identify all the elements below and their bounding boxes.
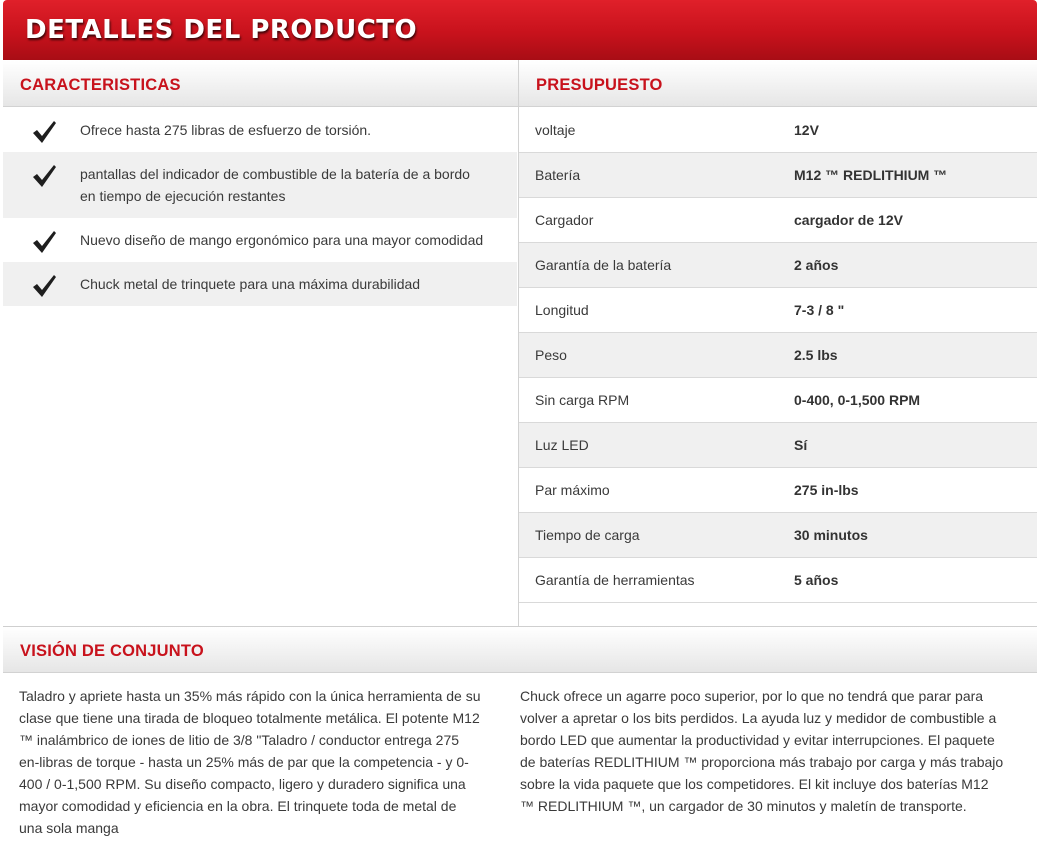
feature-text: pantallas del indicador de combustible de la batería de a bordo en tiempo de ejecución restantes xyxy=(80,166,470,204)
spec-label: Par máximo xyxy=(535,482,610,498)
overview-heading: VISIÓN DE CONJUNTO xyxy=(20,642,204,660)
feature-item xyxy=(3,262,517,306)
spec-row xyxy=(519,198,1037,243)
spec-value: 2 años xyxy=(794,257,839,273)
spec-value: 0-400, 0-1,500 RPM xyxy=(794,392,921,408)
spec-value: 30 minutos xyxy=(794,527,868,543)
spec-row xyxy=(519,468,1037,513)
spec-value: 5 años xyxy=(794,572,839,588)
feature-item xyxy=(3,218,517,262)
spec-row xyxy=(519,558,1037,603)
spec-row xyxy=(519,513,1037,558)
spec-label: Tiempo de carga xyxy=(535,527,640,543)
spec-value: 275 in-lbs xyxy=(794,482,859,498)
spec-row xyxy=(519,288,1037,333)
spec-label: Garantía de herramientas xyxy=(535,572,695,588)
overview-text-left: Taladro y apriete hasta un 35% más rápido con la única herramienta de su clase que tiene una tirada de bloqueo totalmente metálica. El potente M12 ™ inalámbrico de iones de litio de 3/8 "Taladro / conductor entrega 275 en-libras de torque - hasta un 25% más de par que la competencia - y 0- 400 / 0-1,500 RPM. Su diseño compacto, ligero y duradero significa una mayor comodidad y eficiencia en la obra. El trinquete toda de metal de una sola manga xyxy=(19,688,481,836)
spec-row xyxy=(519,333,1037,378)
spec-value: M12 ™ REDLITHIUM ™ xyxy=(794,167,948,183)
spec-row xyxy=(519,243,1037,288)
checkmark-icon xyxy=(31,230,57,254)
spec-row xyxy=(519,378,1037,423)
checkmark-icon xyxy=(31,164,57,188)
spec-value: Sí xyxy=(794,437,808,453)
feature-item xyxy=(3,108,517,152)
spec-label: voltaje xyxy=(535,122,576,138)
spec-value: 2.5 lbs xyxy=(794,347,838,363)
spec-label: Cargador xyxy=(535,212,594,228)
features-header xyxy=(3,61,518,107)
feature-text: Ofrece hasta 275 libras de esfuerzo de torsión. xyxy=(80,122,372,138)
feature-text: Nuevo diseño de mango ergonómico para una mayor comodidad xyxy=(80,232,484,248)
spec-label: Batería xyxy=(535,167,581,183)
feature-text: Chuck metal de trinquete para una máxima durabilidad xyxy=(80,276,421,292)
spec-label: Sin carga RPM xyxy=(535,392,630,408)
spec-label: Longitud xyxy=(535,302,589,318)
checkmark-icon xyxy=(31,120,57,144)
overview-header xyxy=(3,627,1037,673)
spec-value: 12V xyxy=(794,122,819,138)
spec-label: Peso xyxy=(535,347,567,363)
feature-item xyxy=(3,152,517,218)
product-details-banner xyxy=(3,0,1037,60)
spec-value: cargador de 12V xyxy=(794,212,903,228)
spec-row xyxy=(519,153,1037,198)
overview-text-right: Chuck ofrece un agarre poco superior, por lo que no tendrá que parar para volver a apretar o los bits perdidos. La ayuda luz y medidor de combustible a bordo LED que aumentar la productividad y evitar interrupciones. El paquete de baterías REDLITHIUM ™ proporciona más trabajo por carga y más trabajo sobre la vida paquete que los competidores. El kit incluye dos baterías M12 ™ REDLITHIUM ™, un cargador de 30 minutos y maletín de transporte. xyxy=(520,688,1004,814)
features-heading: CARACTERISTICAS xyxy=(20,76,181,94)
spec-label: Luz LED xyxy=(535,437,589,453)
spec-label: Garantía de la batería xyxy=(535,257,672,273)
specs-header xyxy=(519,61,1037,107)
spec-value: 7-3 / 8 " xyxy=(794,302,845,318)
specs-heading: PRESUPUESTO xyxy=(536,76,663,94)
banner-title: DETALLES DEL PRODUCTO xyxy=(25,15,418,45)
spec-row xyxy=(519,108,1037,153)
spec-row xyxy=(519,423,1037,468)
checkmark-icon xyxy=(31,274,57,298)
